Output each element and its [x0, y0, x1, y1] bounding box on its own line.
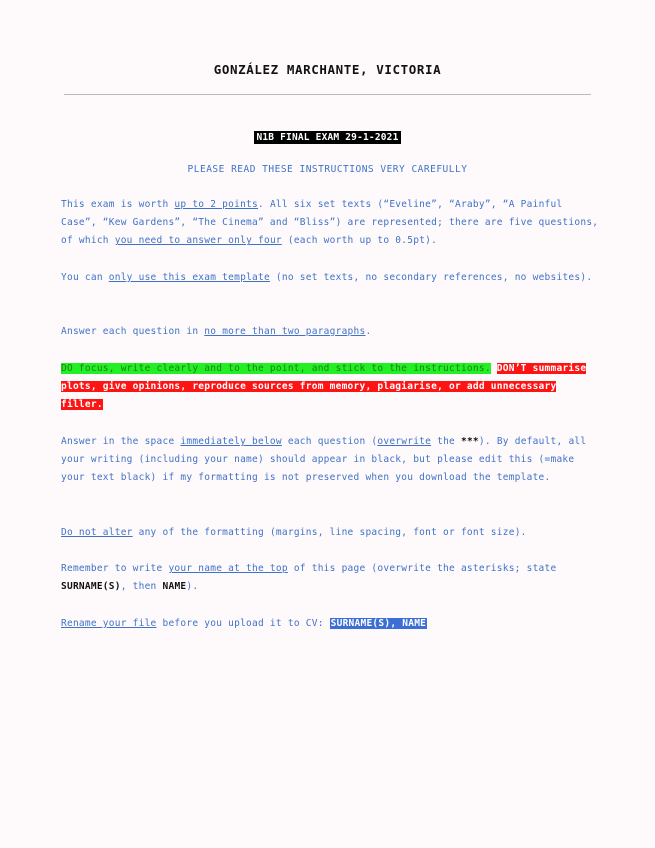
- text: , then: [120, 581, 163, 593]
- text: of this page (overwrite the asterisks; state: [287, 563, 557, 574]
- asterisks: ***: [460, 436, 479, 447]
- instructions-heading: PLEASE READ THESE INSTRUCTIONS VERY CAREFULLY: [187, 164, 468, 175]
- paragraph-points: [61, 196, 601, 251]
- underlined-text: no more than two paragraphs: [204, 326, 366, 337]
- text: before you upload it to CV:: [156, 618, 330, 629]
- text: Answer each question in: [61, 326, 205, 337]
- exam-title-wrap: [0, 125, 655, 144]
- text: ).: [186, 581, 199, 593]
- underlined-text: Rename your file: [61, 618, 157, 629]
- underlined-text: up to 2 points: [174, 199, 258, 210]
- exam-title: N1B FINAL EXAM 29-1-2021: [256, 132, 399, 143]
- surname-label: SURNAME(S): [61, 581, 121, 593]
- student-name: GONZÁLEZ MARCHANTE, VICTORIA: [213, 62, 442, 77]
- text: .: [365, 326, 372, 337]
- text: any of the formatting (margins, line spacing, font or font size).: [132, 527, 527, 538]
- horizontal-rule: [64, 94, 591, 95]
- text: (no set texts, no secondary references, no websites).: [269, 272, 593, 283]
- underlined-text: your name at the top: [168, 563, 288, 574]
- paragraph-length: [61, 323, 601, 341]
- text: Remember to write: [61, 563, 169, 574]
- paragraph-answer-space: [61, 433, 601, 488]
- underlined-text: overwrite: [377, 436, 432, 447]
- text: This exam is worth: [61, 199, 175, 210]
- underlined-text: Do not alter: [61, 527, 133, 538]
- text: (each worth up to 0.5pt).: [281, 235, 438, 247]
- paragraph-name: [61, 560, 601, 596]
- paragraph-formatting: [61, 524, 601, 542]
- text: You can: [61, 272, 109, 283]
- underlined-text: only use this exam template: [108, 272, 270, 283]
- text: the: [431, 436, 461, 447]
- do-highlight: DO focus, write clearly and to the point, and stick to the instructions.: [61, 363, 491, 374]
- filename-badge: SURNAME(S), NAME: [330, 618, 427, 629]
- text: Answer in the space: [61, 436, 181, 447]
- text: ). By default, all your writing (including your name) should appear in black, but please edit this (=make your text black) if my formatting is not preserved when you download the template.: [61, 436, 587, 484]
- underlined-text: immediately below: [180, 436, 282, 447]
- dont-highlight: DON’T summarise plots, give opinions, reproduce sources from memory, plagiarise, or add unnecessary filler.: [61, 363, 587, 411]
- paragraph-rename: [61, 615, 601, 633]
- paragraph-do-dont: [61, 360, 601, 415]
- text: each question (: [281, 436, 378, 447]
- text: . All six set texts (“Eveline”, “Araby”, “A Painful Case”, “Kew Gardens”, “The Cinema” and “Bliss”) are represented; there are five questions, of which: [61, 199, 599, 247]
- paragraph-template: [61, 269, 601, 287]
- underlined-text: you need to answer only four: [114, 235, 282, 247]
- name-label: NAME: [162, 581, 187, 593]
